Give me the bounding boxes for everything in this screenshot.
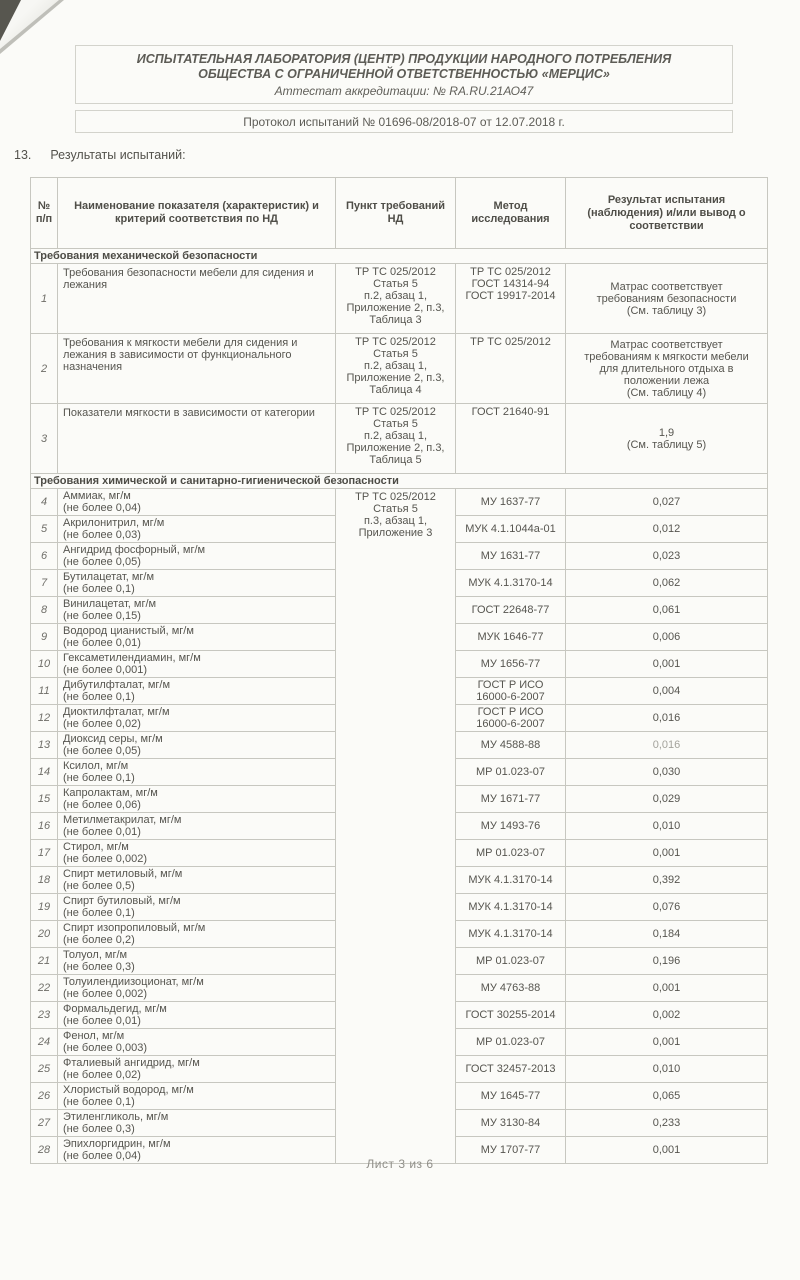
test-method-cell: ТР ТС 025/2012 <box>456 334 566 404</box>
test-method-cell: МУ 1707-77 <box>456 1137 566 1164</box>
test-result-cell: 0,392 <box>566 867 768 894</box>
row-number-cell: 3 <box>31 404 58 474</box>
row-number-cell: 5 <box>31 516 58 543</box>
test-result-cell: 0,062 <box>566 570 768 597</box>
indicator-name-cell: Капролактам, мг/м (не более 0,06) <box>58 786 336 813</box>
indicator-name-cell: Дибутилфталат, мг/м (не более 0,1) <box>58 678 336 705</box>
indicator-name-cell: Акрилонитрил, мг/м (не более 0,03) <box>58 516 336 543</box>
test-result-cell: 0,233 <box>566 1110 768 1137</box>
section-title-cell: Требования химической и санитарно-гигиенической безопасности <box>31 474 768 489</box>
test-method-cell: МУК 4.1.3170-14 <box>456 570 566 597</box>
indicator-name-cell: Винилацетат, мг/м (не более 0,15) <box>58 597 336 624</box>
test-method-cell: МР 01.023-07 <box>456 759 566 786</box>
indicator-name-cell: Спирт изопропиловый, мг/м (не более 0,2) <box>58 921 336 948</box>
indicator-name-cell: Водород цианистый, мг/м (не более 0,01) <box>58 624 336 651</box>
row-number-cell: 18 <box>31 867 58 894</box>
lab-header-box <box>75 45 733 104</box>
table-row <box>31 264 768 334</box>
results-section-heading <box>14 148 186 162</box>
test-result-cell: 0,004 <box>566 678 768 705</box>
row-number-cell: 28 <box>31 1137 58 1164</box>
row-number-cell: 19 <box>31 894 58 921</box>
test-result-cell: 0,016 <box>566 705 768 732</box>
table-row <box>31 334 768 404</box>
row-number-cell: 27 <box>31 1110 58 1137</box>
test-method-cell: МУ 1631-77 <box>456 543 566 570</box>
page-number-footer: Лист 3 из 6 <box>366 1157 434 1171</box>
indicator-name-cell: Эпихлоргидрин, мг/м (не более 0,04) <box>58 1137 336 1164</box>
requirement-clause-cell: ТР ТС 025/2012 Статья 5 п.2, абзац 1, Приложение 2, п.3, Таблица 5 <box>336 404 456 474</box>
test-result-cell: 0,001 <box>566 651 768 678</box>
row-number-cell: 9 <box>31 624 58 651</box>
indicator-name-cell: Толуол, мг/м (не более 0,3) <box>58 948 336 975</box>
indicator-name-cell: Аммиак, мг/м (не более 0,04) <box>58 489 336 516</box>
test-method-cell: МУ 1493-76 <box>456 813 566 840</box>
test-result-cell: 0,061 <box>566 597 768 624</box>
indicator-name-cell: Толуилендиизоционат, мг/м (не более 0,002) <box>58 975 336 1002</box>
test-method-cell: МУ 1645-77 <box>456 1083 566 1110</box>
indicator-name-cell: Гексаметилендиамин, мг/м (не более 0,001) <box>58 651 336 678</box>
test-method-cell: МУ 4763-88 <box>456 975 566 1002</box>
test-method-cell: МУК 4.1.1044а-01 <box>456 516 566 543</box>
lab-name-line2: ОБЩЕСТВА С ОГРАНИЧЕННОЙ ОТВЕТСТВЕННОСТЬЮ «МЕРЦИС» <box>198 67 610 81</box>
indicator-name-cell: Ангидрид фосфорный, мг/м (не более 0,05) <box>58 543 336 570</box>
test-method-cell: ГОСТ Р ИСО 16000-6-2007 <box>456 705 566 732</box>
col-header-requirement: Пункт требований НД <box>336 178 456 249</box>
col-header-indicator: Наименование показателя (характеристик) и критерий соответствия по НД <box>58 178 336 249</box>
indicator-name-cell: Фталиевый ангидрид, мг/м (не более 0,02) <box>58 1056 336 1083</box>
test-result-cell: 0,006 <box>566 624 768 651</box>
row-number-cell: 12 <box>31 705 58 732</box>
test-result-cell: 0,016 <box>566 732 768 759</box>
row-number-cell: 2 <box>31 334 58 404</box>
test-result-cell: 0,184 <box>566 921 768 948</box>
test-results-table <box>30 177 768 1164</box>
section-title-cell: Требования механической безопасности <box>31 249 768 264</box>
test-result-cell: 0,002 <box>566 1002 768 1029</box>
requirement-clause-cell: ТР ТС 025/2012 Статья 5 п.2, абзац 1, Приложение 2, п.3, Таблица 4 <box>336 334 456 404</box>
test-result-cell: Матрас соответствует требованиям к мягкости мебели для длительного отдыха в положении лежа (См. таблицу 4) <box>566 334 768 404</box>
test-result-cell: 0,027 <box>566 489 768 516</box>
row-number-cell: 13 <box>31 732 58 759</box>
indicator-name-cell: Этиленгликоль, мг/м (не более 0,3) <box>58 1110 336 1137</box>
accreditation-line: Аттестат аккредитации: № RA.RU.21АО47 <box>274 84 534 98</box>
test-result-cell: 0,030 <box>566 759 768 786</box>
row-number-cell: 8 <box>31 597 58 624</box>
indicator-name-cell: Требования к мягкости мебели для сидения и лежания в зависимости от функционального назначения <box>58 334 336 404</box>
table-header-row <box>31 178 768 249</box>
col-header-method: Метод исследования <box>456 178 566 249</box>
test-method-cell: МУК 1646-77 <box>456 624 566 651</box>
test-method-cell: МУ 1637-77 <box>456 489 566 516</box>
row-number-cell: 21 <box>31 948 58 975</box>
test-method-cell: ГОСТ 30255-2014 <box>456 1002 566 1029</box>
row-number-cell: 7 <box>31 570 58 597</box>
test-method-cell: МР 01.023-07 <box>456 840 566 867</box>
test-method-cell: МУ 3130-84 <box>456 1110 566 1137</box>
row-number-cell: 17 <box>31 840 58 867</box>
indicator-name-cell: Бутилацетат, мг/м (не более 0,1) <box>58 570 336 597</box>
test-result-cell: 0,196 <box>566 948 768 975</box>
test-result-cell: 0,010 <box>566 813 768 840</box>
lab-name-line1: ИСПЫТАТЕЛЬНАЯ ЛАБОРАТОРИЯ (ЦЕНТР) ПРОДУКЦИИ НАРОДНОГО ПОТРЕБЛЕНИЯ <box>136 52 672 66</box>
row-number-cell: 4 <box>31 489 58 516</box>
test-result-cell: 0,076 <box>566 894 768 921</box>
test-method-cell: МУК 4.1.3170-14 <box>456 921 566 948</box>
test-result-cell: Матрас соответствует требованиям безопасности (См. таблицу 3) <box>566 264 768 334</box>
row-number-cell: 20 <box>31 921 58 948</box>
test-method-cell: ГОСТ 32457-2013 <box>456 1056 566 1083</box>
section-title-text: Результаты испытаний: <box>50 148 186 162</box>
table-row <box>31 404 768 474</box>
table-section-row <box>31 474 768 489</box>
test-result-cell: 0,001 <box>566 1137 768 1164</box>
row-number-cell: 16 <box>31 813 58 840</box>
test-result-cell: 0,010 <box>566 1056 768 1083</box>
test-method-cell: ГОСТ 21640-91 <box>456 404 566 474</box>
indicator-name-cell: Спирт бутиловый, мг/м (не более 0,1) <box>58 894 336 921</box>
row-number-cell: 14 <box>31 759 58 786</box>
test-method-cell: МУ 4588-88 <box>456 732 566 759</box>
test-result-cell: 1,9 (См. таблицу 5) <box>566 404 768 474</box>
row-number-cell: 26 <box>31 1083 58 1110</box>
indicator-name-cell: Стирол, мг/м (не более 0,002) <box>58 840 336 867</box>
indicator-name-cell: Метилметакрилат, мг/м (не более 0,01) <box>58 813 336 840</box>
row-number-cell: 25 <box>31 1056 58 1083</box>
test-method-cell: МУ 1671-77 <box>456 786 566 813</box>
protocol-number-box: Протокол испытаний № 01696-08/2018-07 от 12.07.2018 г. <box>75 110 733 133</box>
test-method-cell: МУК 4.1.3170-14 <box>456 894 566 921</box>
test-method-cell: ТР ТС 025/2012 ГОСТ 14314-94 ГОСТ 19917-2014 <box>456 264 566 334</box>
row-number-cell: 11 <box>31 678 58 705</box>
section-number: 13. <box>14 148 32 162</box>
row-number-cell: 1 <box>31 264 58 334</box>
test-result-cell: 0,029 <box>566 786 768 813</box>
test-result-cell: 0,023 <box>566 543 768 570</box>
table-row <box>31 489 768 516</box>
indicator-name-cell: Ксилол, мг/м (не более 0,1) <box>58 759 336 786</box>
row-number-cell: 23 <box>31 1002 58 1029</box>
test-method-cell: МР 01.023-07 <box>456 1029 566 1056</box>
indicator-name-cell: Хлористый водород, мг/м (не более 0,1) <box>58 1083 336 1110</box>
test-method-cell: МУК 4.1.3170-14 <box>456 867 566 894</box>
row-number-cell: 22 <box>31 975 58 1002</box>
test-method-cell: МР 01.023-07 <box>456 948 566 975</box>
test-result-cell: 0,065 <box>566 1083 768 1110</box>
test-method-cell: ГОСТ 22648-77 <box>456 597 566 624</box>
test-method-cell: ГОСТ Р ИСО 16000-6-2007 <box>456 678 566 705</box>
indicator-name-cell: Диоктилфталат, мг/м (не более 0,02) <box>58 705 336 732</box>
table-section-row <box>31 249 768 264</box>
indicator-name-cell: Показатели мягкости в зависимости от категории <box>58 404 336 474</box>
test-method-cell: МУ 1656-77 <box>456 651 566 678</box>
test-result-cell: 0,001 <box>566 1029 768 1056</box>
requirement-clause-cell: ТР ТС 025/2012 Статья 5 п.3, абзац 1, Приложение 3 <box>336 489 456 1164</box>
row-number-cell: 24 <box>31 1029 58 1056</box>
requirement-clause-cell: ТР ТС 025/2012 Статья 5 п.2, абзац 1, Приложение 2, п.3, Таблица 3 <box>336 264 456 334</box>
indicator-name-cell: Требования безопасности мебели для сидения и лежания <box>58 264 336 334</box>
col-header-result: Результат испытания (наблюдения) и/или вывод о соответствии <box>566 178 768 249</box>
indicator-name-cell: Диоксид серы, мг/м (не более 0,05) <box>58 732 336 759</box>
indicator-name-cell: Спирт метиловый, мг/м (не более 0,5) <box>58 867 336 894</box>
results-table-body <box>31 249 768 1164</box>
row-number-cell: 6 <box>31 543 58 570</box>
row-number-cell: 15 <box>31 786 58 813</box>
test-result-cell: 0,001 <box>566 975 768 1002</box>
indicator-name-cell: Формальдегид, мг/м (не более 0,01) <box>58 1002 336 1029</box>
test-result-cell: 0,001 <box>566 840 768 867</box>
row-number-cell: 10 <box>31 651 58 678</box>
test-result-cell: 0,012 <box>566 516 768 543</box>
indicator-name-cell: Фенол, мг/м (не более 0,003) <box>58 1029 336 1056</box>
col-header-row-number: № п/п <box>31 178 58 249</box>
